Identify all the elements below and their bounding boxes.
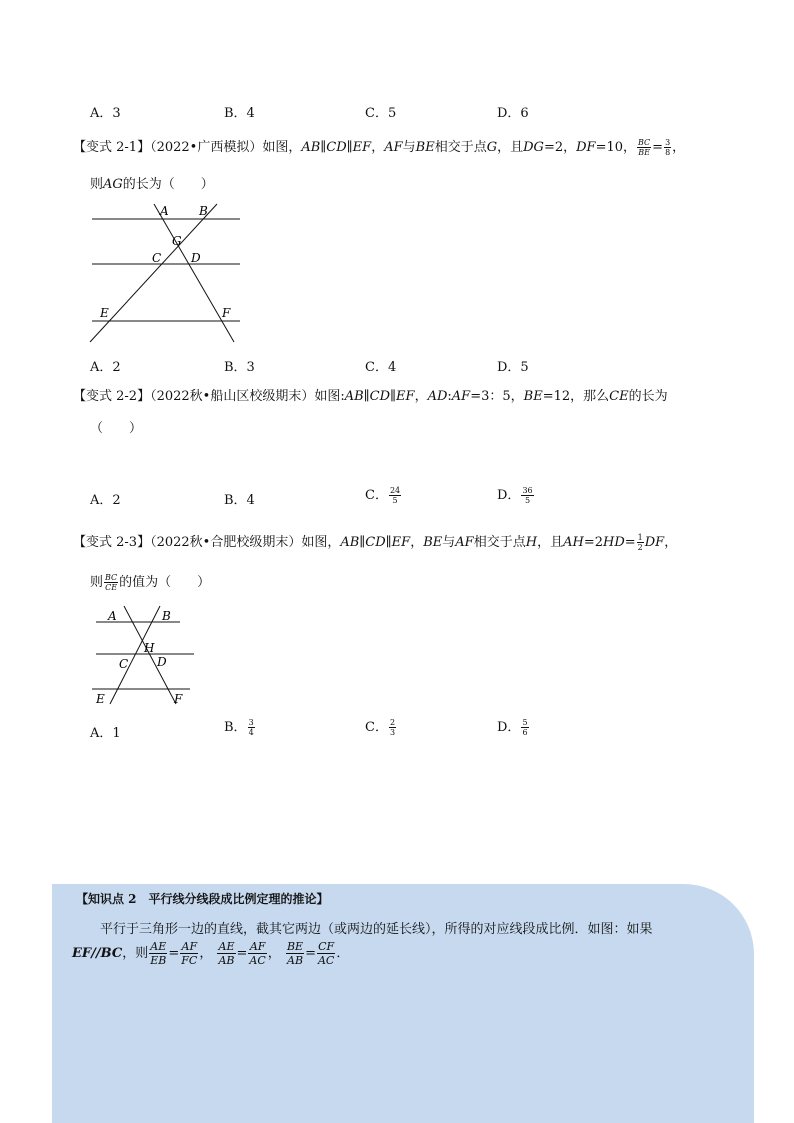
stem-text: ， [664, 535, 678, 550]
formula-text: ， [199, 946, 213, 961]
fraction: $\frac{36}{5}$ [522, 486, 533, 505]
stem-text: 的值为（ ） [119, 575, 211, 590]
knowledge-body: 平行于三角形一边的直线，截其它两边（或两边的延长线），所得的对应线段成比例．如图：如果 [100, 922, 653, 937]
figure-2-1 [88, 200, 248, 350]
fraction: $\frac{AE}{EB}$ [150, 940, 167, 967]
stem-text: （ ） [90, 421, 143, 436]
formula-text: ， [267, 946, 281, 961]
fraction: $\frac{AE}{AB}$ [218, 940, 235, 967]
question-source: （2022•广西模拟） [150, 140, 263, 155]
stem-text: =3：5， [470, 389, 524, 404]
stem-var: BE [415, 140, 435, 155]
label-e: E [96, 692, 105, 706]
choice-c[interactable] [365, 716, 397, 737]
label-f: F [222, 306, 231, 320]
stem-var: AG [103, 177, 123, 192]
stem-text: 如图， [301, 535, 341, 550]
stem-var: H [525, 535, 538, 550]
stem-text: 如图: [314, 389, 345, 404]
stem-text: ， [371, 140, 385, 155]
fraction: $\frac{BC}{CE}$ [105, 573, 118, 592]
stem-text: 的长为 [628, 389, 668, 404]
label-c: C [152, 251, 162, 265]
formula-text: = [236, 946, 248, 961]
stem-text: ，且 [537, 535, 564, 550]
question-tag: 【变式 2-1】 [73, 140, 151, 155]
choice-d[interactable]: D．5 [497, 360, 529, 375]
stem-text: =2， [543, 140, 577, 155]
fraction: $\frac{BC}{BE}$ [638, 138, 651, 157]
formula-text: = [305, 946, 316, 961]
question-2-1-stem [73, 138, 685, 157]
stem-text: : [447, 389, 452, 404]
formula-text: ，则 [122, 946, 149, 961]
choice-c[interactable]: C．5 [365, 106, 397, 121]
fraction: $\frac{1}{2}$ [637, 533, 643, 552]
stem-text: ，且 [497, 140, 524, 155]
stem-var: AB∥CD∥EF [301, 140, 372, 155]
stem-text: ， [414, 389, 428, 404]
stem-text: = [652, 140, 664, 155]
label-d: D [157, 655, 167, 669]
question-2-2-ask [90, 420, 142, 438]
label-f: F [174, 692, 183, 706]
fraction: $\frac{5}{6}$ [522, 718, 528, 737]
choice-b[interactable]: B．4 [224, 493, 255, 508]
question-source: （2022秋•合肥校级期末） [150, 535, 302, 550]
fraction: $\frac{3}{8}$ [665, 138, 671, 157]
stem-text: = [624, 535, 636, 550]
question-source: （2022秋•船山区校级期末） [150, 389, 315, 404]
label-b: B [162, 609, 171, 623]
stem-text: ， [410, 535, 424, 550]
stem-text: 与 [442, 535, 456, 550]
choice-prefix: D． [497, 720, 521, 735]
fraction: $\frac{BE}{AB}$ [286, 940, 304, 967]
choice-prefix: D． [497, 488, 521, 503]
stem-text: 相交于点 [473, 535, 526, 550]
stem-text: 则 [90, 575, 104, 590]
choice-d[interactable] [497, 716, 530, 737]
label-e: E [100, 306, 109, 320]
choice-d[interactable] [497, 484, 535, 505]
label-b: B [199, 204, 208, 218]
fraction: $\frac{AF}{AC}$ [249, 940, 266, 967]
stem-var: BE [423, 535, 443, 550]
choice-prefix: C． [365, 488, 388, 503]
stem-var: AF [384, 140, 403, 155]
stem-text: 的长为（ ） [122, 177, 214, 192]
knowledge-title: 【知识点 2 平行线分线段成比例定理的推论】 [76, 892, 329, 906]
choice-prefix: B． [224, 720, 247, 735]
stem-text: 则 [90, 177, 104, 192]
label-d: D [191, 251, 201, 265]
stem-text: ， [672, 140, 686, 155]
label-a: A [108, 609, 117, 623]
stem-var: HD [602, 535, 625, 550]
question-2-2-stem [73, 388, 668, 406]
question-2-3-ask [90, 573, 210, 592]
stem-var: DF [644, 535, 665, 550]
stem-var: DG [523, 140, 544, 155]
question-tag: 【变式 2-3】 [73, 535, 151, 550]
formula-text: = [168, 946, 180, 961]
fraction: $\frac{2}{3}$ [389, 718, 396, 737]
stem-var: G [486, 140, 498, 155]
stem-text: =10， [595, 140, 636, 155]
stem-text: 与 [402, 140, 416, 155]
choice-b[interactable] [224, 716, 256, 737]
stem-text: =2 [583, 535, 603, 550]
stem-var: CE [609, 389, 629, 404]
question-tag: 【变式 2-2】 [73, 389, 151, 404]
figure-2-3 [88, 604, 203, 708]
choice-a[interactable]: A．2 [90, 493, 121, 508]
choice-a[interactable]: A．1 [90, 726, 121, 741]
choice-b[interactable]: B．4 [224, 106, 255, 121]
choice-c[interactable] [365, 484, 402, 505]
stem-var: AF [451, 389, 471, 404]
choice-b[interactable]: B．3 [224, 360, 255, 375]
label-a: A [160, 204, 169, 218]
stem-var: AF [455, 535, 474, 550]
question-2-1-ask [90, 176, 214, 194]
choice-prefix: C． [365, 720, 388, 735]
fraction: $\frac{CF}{AC}$ [317, 940, 335, 967]
label-c: C [119, 657, 129, 671]
formula-text: ． [336, 946, 350, 961]
stem-text: 相交于点 [434, 140, 487, 155]
stem-var: AB∥CD∥EF [344, 389, 415, 404]
choice-c[interactable]: C．4 [365, 360, 397, 375]
fraction: $\frac{24}{5}$ [389, 486, 401, 505]
stem-var: BE [523, 389, 543, 404]
stem-var: DF [576, 140, 596, 155]
stem-var: AD [427, 389, 448, 404]
choice-a[interactable]: A．3 [90, 106, 121, 121]
stem-var: AH [563, 535, 584, 550]
choice-d[interactable]: D．6 [497, 106, 529, 121]
knowledge-formula [72, 940, 349, 967]
label-g: G [172, 234, 182, 248]
fraction: $\frac{AF}{FC}$ [181, 940, 198, 967]
stem-text: 如图， [262, 140, 302, 155]
question-2-3-stem [73, 533, 677, 552]
label-h: H [144, 641, 155, 655]
knowledge-box [52, 884, 754, 1123]
stem-text: =12，那么 [542, 389, 610, 404]
condition: EF//BC [72, 946, 123, 961]
stem-var: AB∥CD∥EF [340, 535, 411, 550]
fraction: $\frac{3}{4}$ [248, 718, 254, 737]
choice-a[interactable]: A．2 [90, 360, 121, 375]
